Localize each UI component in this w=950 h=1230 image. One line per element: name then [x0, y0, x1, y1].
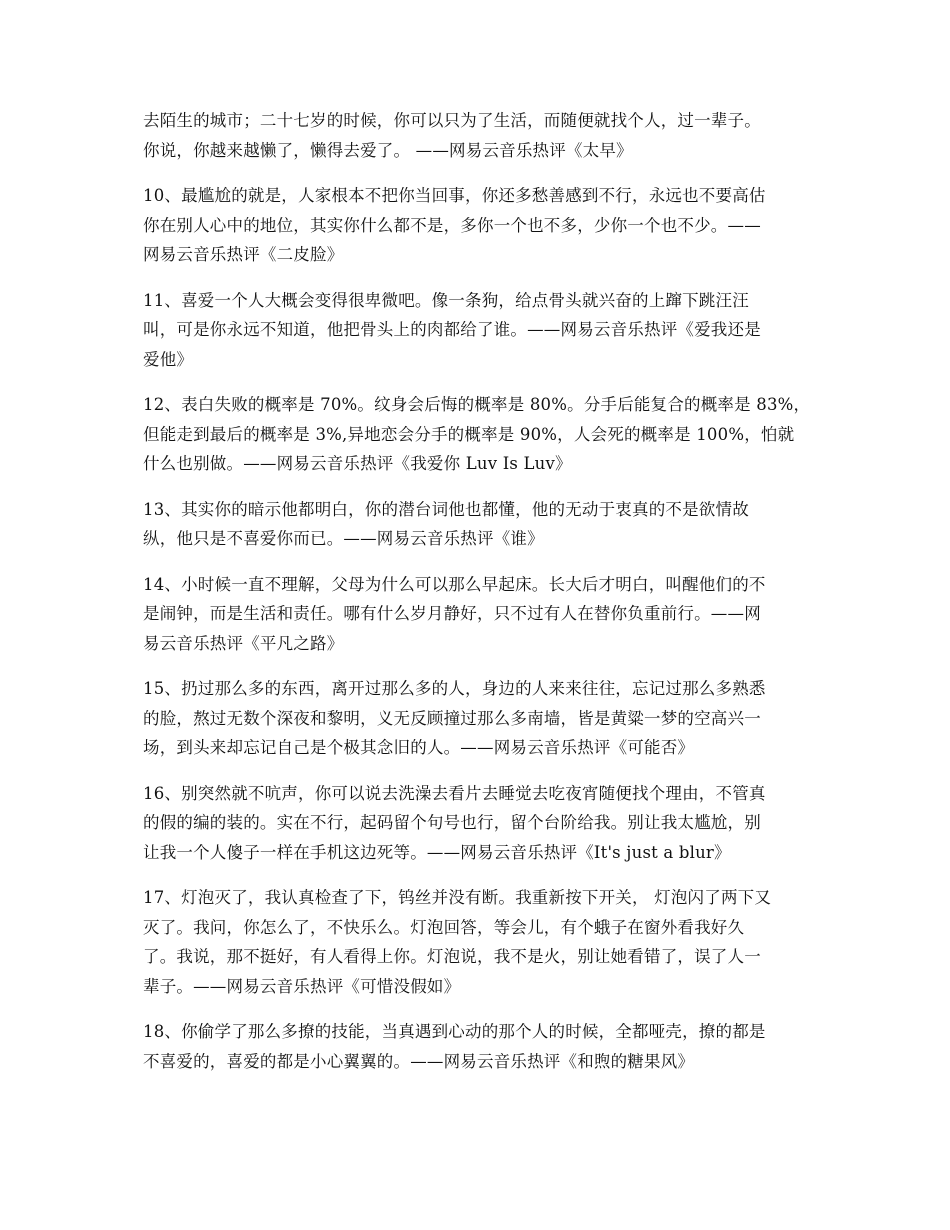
text-line: 场，到头来却忘记自己是个极其念旧的人。——网易云音乐热评《可能否》 [143, 738, 695, 757]
text-line: 11、喜爱一个人大概会变得很卑微吧。像一条狗，给点骨头就兴奋的上蹿下跳汪汪 [143, 290, 749, 310]
text-line: 但能走到最后的概率是 3%,异地恋会分手的概率是 90%，人会死的概率是 100%，怕就 [143, 424, 795, 444]
text-line: 的假的编的装的。实在不行，起码留个句号也行，留个台阶给我。别让我太尴尬，别 [143, 813, 761, 832]
text-line: 辈子。——网易云音乐热评《可惜没假如》 [143, 976, 461, 996]
text-line: 13、其实你的暗示他都明白，你的潜台词他也都懂，他的无动于衷真的不是欲情故 [143, 499, 749, 519]
text-line: 了。我说，那不挺好，有人看得上你。灯泡说，我不是火，别让她看错了，误了人一 [143, 947, 761, 966]
paragraph [143, 181, 807, 270]
text-line: 18、你偷学了那么多撩的技能，当真遇到心动的那个人的时候，全都哑壳，撩的都是 [143, 1022, 766, 1041]
text-line: 17、灯泡灭了，我认真检查了下，钨丝并没有断。我重新按下开关， 灯泡闪了两下又 [143, 888, 772, 907]
text-line: 爱他》 [143, 349, 194, 369]
text-line: 让我一个人傻子一样在手机这边死等。——网易云音乐热评《It's just a blur》 [143, 842, 731, 862]
text-line: 的脸，熬过无数个深夜和黎明，义无反顾撞过那么多南墙，皆是黄粱一梦的空高兴一 [143, 708, 761, 728]
text-line: 是闹钟，而是生活和责任。哪有什么岁月静好，只不过有人在替你负重前行。——网 [143, 604, 761, 623]
text-line: 你在别人心中的地位，其实你什么都不是，多你一个也不多，少你一个也不少。—— [143, 215, 761, 235]
paragraph [143, 106, 807, 165]
paragraph [143, 495, 807, 554]
text-line: 灭了。我问，你怎么了，不快乐么。灯泡回答，等会儿，有个蛾子在窗外看我好久 [143, 917, 745, 937]
paragraph [143, 570, 807, 659]
text-line: 纵，他只是不喜爱你而已。——网易云音乐热评《谁》 [143, 529, 544, 548]
text-line: 16、别突然就不吭声，你可以说去洗澡去看片去睡觉去吃夜宵随便找个理由，不管真 [143, 783, 766, 803]
paragraph [143, 674, 807, 763]
text-line: 易云音乐热评《平凡之路》 [143, 633, 344, 653]
document-body [143, 106, 811, 1092]
text-line: 不喜爱的，喜爱的都是小心翼翼的。——网易云音乐热评《和煦的糖果风》 [143, 1051, 695, 1071]
text-line: 14、小时候一直不理解，父母为什么可以那么早起床。长大后才明白，叫醒他们的不 [143, 574, 766, 594]
text-line: 去陌生的城市；二十七岁的时候，你可以只为了生活，而随便就找个人，过一辈子。 [143, 111, 761, 130]
paragraph [143, 883, 807, 1001]
paragraph [143, 390, 811, 479]
paragraph [143, 1017, 807, 1076]
text-line: 12、表白失败的概率是 70%。纹身会后悔的概率是 80%。分手后能复合的概率是 83%， [143, 395, 811, 414]
paragraph [143, 286, 807, 375]
paragraph [143, 779, 807, 868]
text-line: 什么也别做。——网易云音乐热评《我爱你 Luv Is Luv》 [143, 454, 572, 473]
text-line: 网易云音乐热评《二皮脸》 [143, 245, 344, 264]
text-line: 你说，你越来越懒了，懒得去爱了。 ——网易云音乐热评《太早》 [143, 140, 633, 160]
text-line: 15、扔过那么多的东西，离开过那么多的人，身边的人来来往往，忘记过那么多熟悉 [143, 679, 766, 698]
text-line: 10、最尴尬的就是，人家根本不把你当回事，你还多愁善感到不行，永远也不要高估 [143, 186, 766, 205]
text-line: 叫，可是你永远不知道，他把骨头上的肉都给了谁。——网易云音乐热评《爱我还是 [143, 320, 761, 339]
